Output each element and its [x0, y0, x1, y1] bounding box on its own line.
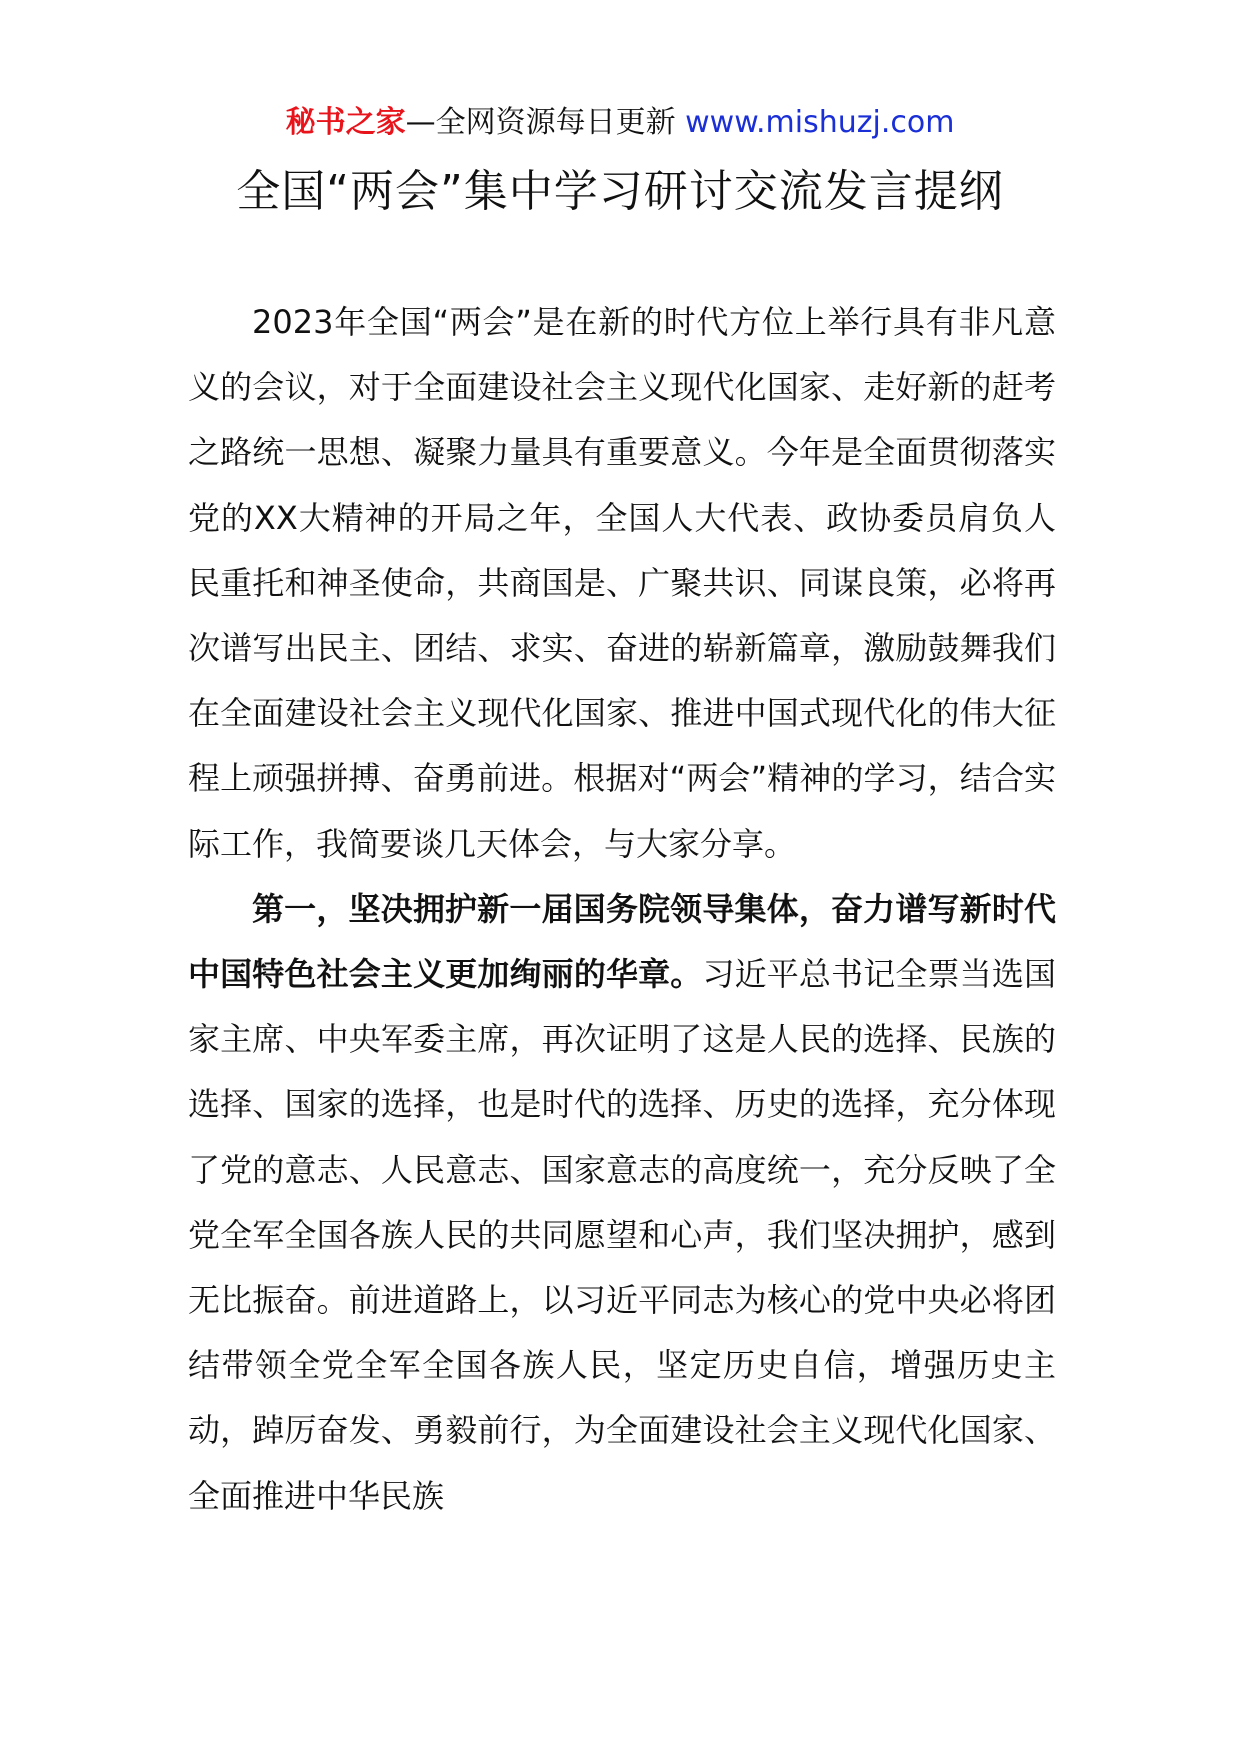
paragraph-point-one	[188, 877, 1056, 1529]
site-header	[0, 103, 1240, 143]
site-tagline: —全网资源每日更新	[405, 105, 686, 140]
paragraph-text: 2023年全国“两会”是在新的时代方位上举行具有非凡意义的会议，对于全面建设社会主义现代化国家、走好新的赶考之路统一思想、凝聚力量具有重要意义。今年是全面贯彻落实党的XX大精神的开局之年，全国人大代表、政协委员肩负人民重托和神圣使命，共商国是、广聚共识、同谋良策，必将再次谱写出民主、团结、求实、奋进的崭新篇章，激励鼓舞我们在全面建设社会主义现代化国家、推进中国式现代化的伟大征程上顽强拼搏、奋勇前进。根据对“两会”精神的学习，结合实际工作，我简要谈几天体会，与大家分享。	[188, 303, 1056, 863]
paragraph-lead-heading: 第一，坚决拥护新一届国务院领导集体，奋力谱写新时代中国特色社会主义更加绚丽的华章。	[188, 889, 1056, 994]
document-body	[188, 290, 1056, 1529]
paragraph-text: 习近平总书记全票当选国家主席、中央军委主席，再次证明了这是人民的选择、民族的选择、国家的选择，也是时代的选择、历史的选择，充分体现了党的意志、人民意志、国家意志的高度统一，充分反映了全党全军全国各族人民的共同愿望和心声，我们坚决拥护，感到无比振奋。前进道路上，以习近平同志为核心的党中央必将团结带领全党全军全国各族人民，坚定历史自信，增强历史主动，踔厉奋发、勇毅前行，为全面建设社会主义现代化国家、全面推进中华民族	[188, 955, 1056, 1515]
site-url-link[interactable]: www.mishuzj.com	[685, 105, 955, 140]
site-brand: 秘书之家	[285, 105, 406, 140]
document-title: 全国“两会”集中学习研讨交流发言提纲	[236, 166, 1004, 217]
paragraph-intro	[188, 290, 1056, 877]
